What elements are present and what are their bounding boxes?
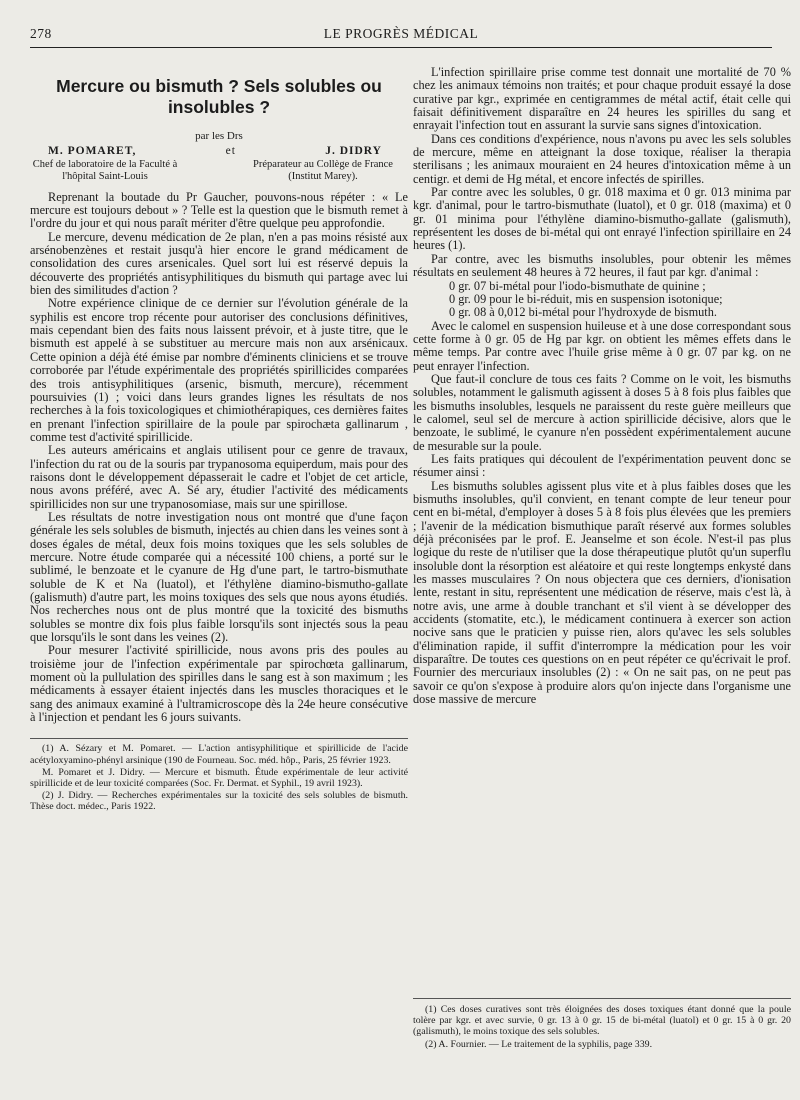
dose-item: 0 gr. 08 à 0,012 bi-métal pour l'hydroxyde de bismuth. xyxy=(449,305,717,320)
body-paragraph: Les auteurs américains et anglais utilisent pour ce genre de travaux, l'infection du rat ou de la souris par trypanosoma equiperdum, mais pour des raisons dont le développement dépasserait le cadre et l'objet de cet article, nous avons préféré, avec A. Sé ary, étudier l'activité des médicaments spirillicides non sur une trypanosomiase, mais sur une spirillose. xyxy=(30,443,408,511)
page-number: 278 xyxy=(30,26,52,41)
affiliation-pomaret: Chef de laboratoire de la Faculté à l'hôpital Saint-Louis xyxy=(32,158,178,182)
byline-prefix: par les Drs xyxy=(195,130,243,142)
authors-line xyxy=(30,145,408,158)
footnote: (2) J. Didry. — Recherches expérimentales sur la toxicité des sels solubles de bismuth. Thèse doct. médec., Paris 1922. xyxy=(30,790,408,813)
right-column xyxy=(413,66,791,707)
body-paragraph: Les bismuths solubles agissent plus vite et à plus faibles doses que les bismuths insolubles, qu'il convient, en tenant compte de leur teneur pour cent en bi-métal, d'employer à doses 5 à 8 fois plus élevées que les premiers ; l'avenir de la médication bismuthique paraît réservé aux formes solubles déjà préconisées par le prof. E. Jeanselme et son école. N'est-il pas plus logique du reste de n'utiliser que la dose thérapeutique plutôt qu'un superflu insoluble dont la résorption est aléatoire et qui reste longtemps enkysté dans les masses musculaires ? On nous objectera que ces derniers, d'ionisation lente, restant in situ, représentent une médication de réserve, mais c'est là, à notre avis, une arme à double tranchant et s'il vient à se développer des accidents (stomatite, etc.), le médicament continuera à exercer son action nocive sans que le praticien y puisse rien, alors qu'avec les sels solubles d'élimination rapide, il suffit d'interrompre la médication pour les voir disparaître. De toutes ces questions on en peut répéter ce qu'écrivait le prof. Fournier des mercuriaux insolubles (2) : « On ne sait pas, on ne peut pas savoir ce qu'on s'expose à produire alors qu'on injecte dans l'organisme une dose massive de mercure xyxy=(413,478,791,707)
body-paragraph: L'infection spirillaire prise comme test donnait une mortalité de 70 % chez les animaux témoins non traités; et pour chaque produit essayé la dose curative par kgr., exprimée en centigrammes de métal actif, était celle qui faisait définitivement disparaître en 24 heures les spirilles du sang et enrayait l'infection tout en assurant la survie sans signes d'intoxication. xyxy=(413,65,791,133)
footnote: M. Pomaret et J. Didry. — Mercure et bismuth. Étude expérimentale de leur activité spirillicide et de leur toxicité comparées (Soc. Fr. Dermat. et Syphil., 19 avril 1923). xyxy=(30,766,408,790)
body-paragraph: Avec le calomel en suspension huileuse et à une dose correspondant sous cette forme à 0 gr. 05 de Hg par kgr. on obtient les mêmes effets dans le même temps. Par contre avec l'huile grise même à 0 gr. 07 par kg. on ne peut enrayer l'infection. xyxy=(413,318,791,373)
author-pomaret: M. POMARET, xyxy=(48,145,137,158)
body-paragraph: Dans ces conditions d'expérience, nous n'avons pu avec les sels solubles de mercure, même en atteignant la dose toxique, réaliser la therapia sterilisans ; les animaux mouraient en 24 heures d'intoxication même à un centigr. et demi de Hg métal, et encore infectés de spirilles. xyxy=(413,131,791,186)
affiliation-didry: Préparateur au Collège de France (Institut Marey). xyxy=(253,158,393,182)
author-conjunction: et xyxy=(225,145,236,158)
body-paragraph: Notre expérience clinique de ce dernier sur l'évolution générale de la syphilis est encore trop récente pour autoriser des conclusions définitives, mais cependant bien des faits nous laissent prévoir, et à juste titre, que le bismuth est appelé à se substituer au mercure mais non aux arsénicaux. Cette opinion a déjà été émise par nombre d'éminents cliniciens et se trouve corroborée par l'étude expérimentale des propriétés spirillicides comparées des trois antisyphilitiques (arsenic, bismuth, mercure), récemment poursuivies (1) ; voici dans leurs grandes lignes les résultats de nos recherches à la fois toxicologiques et chimiothérapiques, ces dernières faites en prenant l'infection spirillaire de la poule par spirochæta gallinarum , comme test d'activité spirillicide. xyxy=(30,296,408,444)
body-paragraph: Les faits pratiques qui découlent de l'expérimentation peuvent donc se résumer ainsi : xyxy=(413,451,791,480)
footnote: (1) Ces doses curatives sont très éloignées des doses toxiques étant donné que la poule tolère par kgr. et avec survie, 0 gr. 13 à 0 gr. 15 de bi-métal (luatol) et 0 gr. 15 à 0 gr. 20 (galismuth), le moins toxique des sels solubles. xyxy=(413,1004,791,1038)
footnote: (2) A. Fournier. — Le traitement de la syphilis, page 339. xyxy=(425,1038,653,1050)
author-didry: J. DIDRY xyxy=(325,145,382,158)
journal-title: LE PROGRÈS MÉDICAL xyxy=(323,26,479,41)
body-paragraph: Pour mesurer l'activité spirillicide, nous avons pris des poules au troisième jour de l'infection expérimentale par spirochœta gallinarum, moment où la pullulation des spirilles dans le sang est à son maximum ; les médicaments à essayer étaient injectés dans les muscles thoraciques et le sang des animaux examiné à l'ultramicroscope dès la 24e heure consécutive à l'injection et pendant les 6 jours suivants. xyxy=(30,643,408,725)
header-rule xyxy=(30,47,772,48)
dose-item: 0 gr. 07 bi-métal pour l'iodo-bismuthate de quinine ; xyxy=(449,278,706,293)
dose-item: 0 gr. 09 pour le bi-réduit, mis en suspension isotonique; xyxy=(449,291,723,306)
body-paragraph: Par contre avec les solubles, 0 gr. 018 maxima et 0 gr. 013 minima par kgr. d'animal, pour le tartro-bismuthate (luatol), et 0 gr. 018 (maxima) et 0 gr. 01 minima pour l'éthylène diamino-bismutho-gallate (galismuth), représentent les doses de bi-métal qui ont enrayé l'infection spirillaire en 24 heures (1). xyxy=(413,185,791,253)
footnote: (1) A. Sézary et M. Pomaret. — L'action antisyphilitique et spirillicide de l'acide acétyloxyamino-phényl arsinique (190 de Fourneau. Soc. méd. hôp., Paris, 25 février 1923. xyxy=(30,743,408,766)
body-paragraph: Reprenant la boutade du Pr Gaucher, pouvons-nous répéter : « Le mercure est toujours debout » ? Telle est la question que le bismuth remet à l'ordre du jour et qui nous paraît mériter d'être quelque peu approfondie. xyxy=(30,189,408,231)
left-footnotes xyxy=(30,738,408,812)
affiliations xyxy=(30,159,408,183)
body-paragraph: Que faut-il conclure de tous ces faits ? Comme on le voit, les bismuths solubles, notamment le galismuth agissent à doses 5 à 8 fois plus faibles que les bismuths insolubles, lesquels ne paraissent du reste guère meilleurs que le calomel, seul sel de mercure à action spirillicide décisive, alors que le benzoate, le sublimé, le cyanure n'en possèdent expérimentalement aucune de mesurable sur la poule. xyxy=(413,371,791,453)
left-column xyxy=(30,66,408,814)
body-paragraph: Le mercure, devenu médication de 2e plan, n'en a pas moins résisté aux arsénobenzènes et restait jusqu'à hier encore le grand médicament de consolidation des cures arsenicales. Quel sort lui est réservé depuis la découverte des propriétés antisyphilitiques du bismuth qui partage avec lui bien des similitudes d'action ? xyxy=(30,229,408,298)
body-paragraph: Les résultats de notre investigation nous ont montré que d'une façon générale les sels solubles de bismuth, injectés au chien dans les veines sont à doses égales de métal, deux fois moins toxiques que les sels solubles de mercure. Notre étude comparée qui a nécessité 100 chiens, a porté sur le sublimé, le benzoate et le cyanure de Hg d'une part, le tartro-bismuthate soluble de K et Na (luatol), et l'éthylène diamino-bismutho-gallate (galismuth) d'autre part, les moins toxiques des sels que nous ayons étudiés. Nos recherches nous ont de plus montré que la toxicité des bismuths solubles se montre dix fois plus faible lorsqu'ils sont injectés sous la peau que lorsqu'ils le sont dans les veines (2). xyxy=(30,509,408,645)
body-paragraph: Par contre, avec les bismuths insolubles, pour obtenir les mêmes résultats en seulement 48 heures à 72 heures, il faut par kgr. d'animal : xyxy=(413,251,791,280)
article-title: Mercure ou bismuth ? Sels solubles ou insolubles ? xyxy=(56,76,382,117)
right-footnotes xyxy=(413,998,791,1051)
